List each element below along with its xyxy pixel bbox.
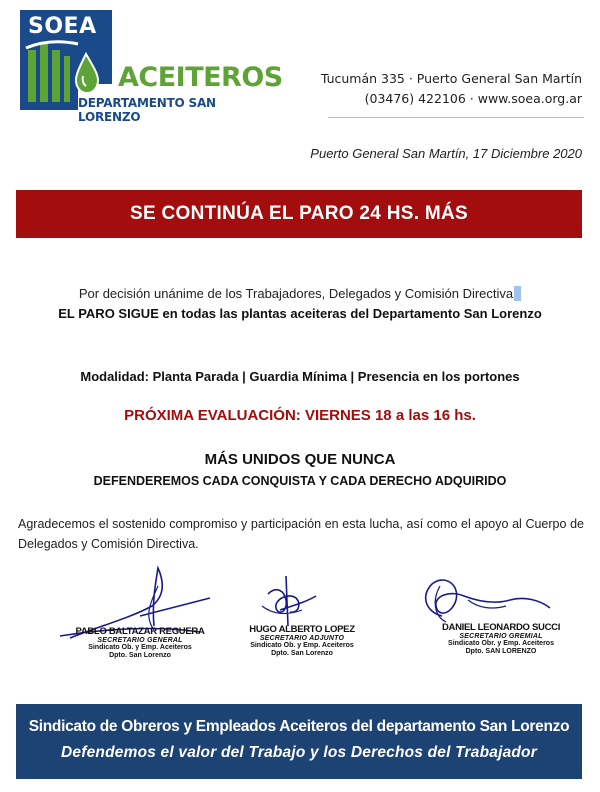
contact-address: Tucumán 335 · Puerto General San Martín xyxy=(320,71,582,86)
signature-block-secretario-gremial xyxy=(426,622,576,656)
logo-departamento-text: DEPARTAMENTO SAN LORENZO xyxy=(78,96,216,124)
signature-org: Sindicato Obr. y Emp. Aceiteros xyxy=(448,640,554,647)
slogan-defenderemos: DEFENDEREMOS CADA CONQUISTA Y CADA DERECHO ADQUIRIDO xyxy=(93,474,507,488)
document-date: Puerto General San Martín, 17 Diciembre 2020 xyxy=(310,146,582,161)
signature-name: HUGO ALBERTO LOPEZ xyxy=(249,624,355,635)
signature-dept: Dpto. San Lorenzo xyxy=(271,650,333,657)
logo-aceiteros-text: ACEITEROS xyxy=(118,62,283,93)
contact-phone-web: (03476) 422106 · www.soea.org.ar xyxy=(364,91,582,106)
signature-block-secretario-adjunto xyxy=(232,624,372,658)
signature-name: DANIEL LEONARDO SUCCI xyxy=(441,622,561,633)
signature-name: PABLO BALTAZAR REGUERA xyxy=(75,626,205,637)
signature-block-secretario-general xyxy=(70,626,210,660)
signature-org: Sindicato Ob. y Emp. Aceiteros xyxy=(88,644,192,651)
page-title: SE CONTINÚA EL PARO 24 HS. MÁS xyxy=(129,203,469,224)
paragraph-decision xyxy=(0,286,600,301)
paragraph-agradecimiento: Agradecemos el sostenido compromiso y participación en esta lucha, así como el apoyo al Cuerpo de Delegados y Comisión Directiva. xyxy=(18,517,584,551)
signature-role: SECRETARIO GREMIAL xyxy=(459,633,543,640)
slogan-unidos: MÁS UNIDOS QUE NUNCA xyxy=(204,451,396,468)
footer-banner xyxy=(16,704,582,779)
signature-role: SECRETARIO GENERAL xyxy=(97,637,183,644)
header-divider xyxy=(328,117,584,118)
proxima-evaluacion: PRÓXIMA EVALUACIÓN: VIERNES 18 a las 16 hs. xyxy=(124,407,476,424)
signature-dept: Dpto. SAN LORENZO xyxy=(465,648,537,655)
paragraph-decision-text: Por decisión unánime de los Trabajadores, Delegados y Comisión Directiva xyxy=(78,286,514,301)
footer-motto: Defendemos el valor del Trabajo y los Derechos del Trabajador xyxy=(61,744,537,761)
title-banner xyxy=(16,190,582,238)
text-cursor xyxy=(514,286,521,301)
signature-org: Sindicato Ob. y Emp. Aceiteros xyxy=(250,642,354,649)
paragraph-paro-sigue: EL PARO SIGUE en todas las plantas aceiteras del Departamento San Lorenzo xyxy=(58,306,542,321)
signature-dept: Dpto. San Lorenzo xyxy=(109,652,171,659)
logo-soea-text: SOEA xyxy=(28,14,97,39)
soea-logo xyxy=(20,10,283,124)
signature-role: SECRETARIO ADJUNTO xyxy=(259,635,345,642)
modalidad-line: Modalidad: Planta Parada | Guardia Mínima | Presencia en los portones xyxy=(80,369,520,384)
footer-union-name: Sindicato de Obreros y Empleados Aceiteros del departamento San Lorenzo xyxy=(28,718,570,735)
